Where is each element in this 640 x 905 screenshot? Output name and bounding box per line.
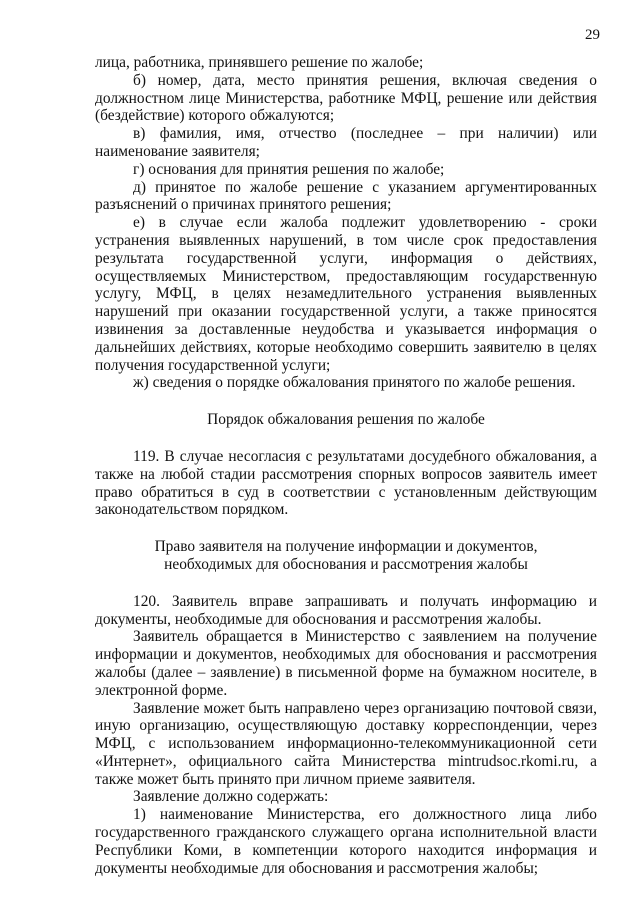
paragraph: Заявление должно содержать: — [133, 788, 329, 806]
paragraph: 1) наименование Министерства, его должностного лица либо государственного гражданского служащего органа исполнительной власти Республики Коми, в компетенции которого находится информация и документы необходимые для обоснования и рассмотрения жалобы; — [95, 806, 597, 877]
section-heading: Порядок обжалования решения по жалобе — [207, 411, 485, 429]
page-number: 29 — [585, 27, 600, 43]
section-heading-line: необходимых для обоснования и рассмотрения жалобы — [164, 555, 528, 573]
section-heading — [95, 538, 597, 574]
paragraph: лица, работника, принявшего решение по жалобе; — [95, 54, 424, 71]
paragraph: 119. В случае несогласия с результатами досудебного обжалования, а также на любой стадии рассмотрения спорных вопросов заявитель имеет право обратиться в суд в соответствии с установленным действующим законодательством порядком. — [95, 447, 597, 519]
paragraph: Заявление может быть направлено через организацию почтовой связи, иную организацию, осуществляющую доставку корреспонденции, через МФЦ, с использованием информационно-телекоммуникационной сети «Интернет», официального сайта Министерства mintrudsoc.rkomi.ru, а также может быть принято при личном приеме заявителя. — [95, 699, 597, 788]
paragraph: в) фамилия, имя, отчество (последнее – при наличии) или наименование заявителя; — [95, 125, 597, 160]
paragraph: е) в случае если жалоба подлежит удовлетворению - сроки устранения выявленных нарушений, в том числе срок предоставления результата государственной услуги, информация о действиях, осуществляемых Министерством, предоставляющим государственную услугу, МФЦ, в целях незамедлительного устранения выявленных нарушений при оказании государственной услуги, а также приносятся извинения за доставленные неудобства и указывается информация о дальнейших действиях, которые необходимо совершить заявителю в целях получения государственной услуги; — [95, 214, 597, 374]
document-body — [95, 54, 597, 877]
section-heading-line: Право заявителя на получение информации и документов, — [154, 538, 538, 556]
paragraph: г) основания для принятия решения по жалобе; — [133, 160, 445, 178]
paragraph: Заявитель обращается в Министерство с заявлением на получение информации и документов, необходимых для обоснования и рассмотрения жалобы (далее – заявление) в письменной форме на бумажном носителе, в электронной форме. — [95, 628, 597, 699]
paragraph: 120. Заявитель вправе запрашивать и получать информацию и документы, необходимые для обоснования и рассмотрения жалобы. — [95, 592, 597, 628]
paragraph: б) номер, дата, место принятия решения, включая сведения о должностном лице Министерства, работнике МФЦ, решение или действия (бездействие) которого обжалуются; — [95, 71, 597, 125]
paragraph: ж) сведения о порядке обжалования принятого по жалобе решения. — [133, 374, 576, 392]
paragraph: д) принятое по жалобе решение с указанием аргументированных разъяснений о причинах принятого решения; — [95, 178, 597, 214]
